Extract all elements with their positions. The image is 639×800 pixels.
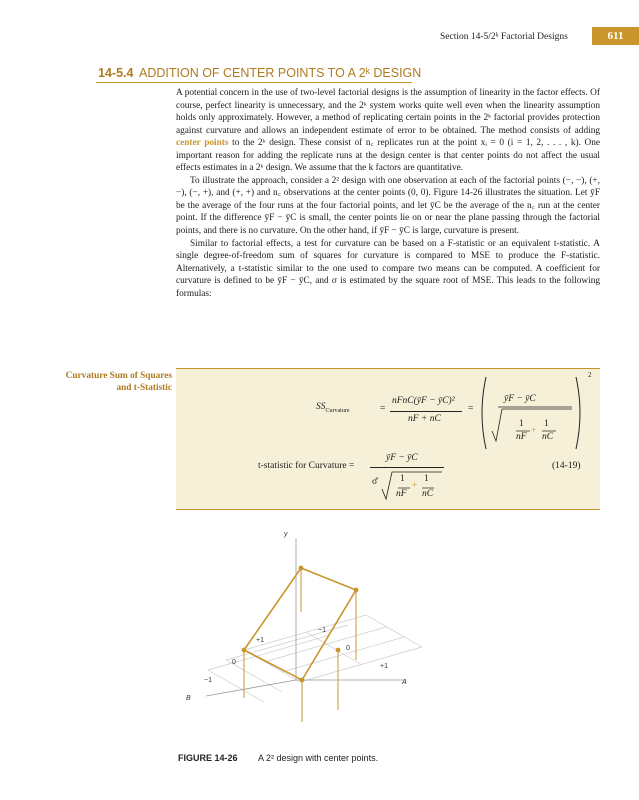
tick-b-plus: +1 <box>256 637 264 644</box>
t-numerator: ȳF − ȳC <box>386 453 418 463</box>
t-one-a: 1 <box>400 474 405 484</box>
t-plus: + <box>412 481 418 491</box>
ss-numerator: nFnC(ȳF − ȳC)² <box>392 396 455 406</box>
ss-bracket-group <box>476 371 586 455</box>
ss-equals-1: = <box>380 404 386 414</box>
section-rule <box>96 82 412 83</box>
ss-nf: nF <box>516 432 527 442</box>
section-number: 14-5.4 <box>98 66 134 80</box>
key-term: center points <box>176 138 229 149</box>
center-point <box>336 648 341 653</box>
equation-number: (14-19) <box>552 461 581 471</box>
ss-plus: + <box>531 426 537 436</box>
axis-label-y: y <box>284 531 288 538</box>
tick-b-minus: −1 <box>204 677 212 684</box>
body-text <box>176 87 600 300</box>
ss-nc: nC <box>542 432 554 442</box>
ss-one-b: 1 <box>544 419 549 429</box>
ss-square: 2 <box>588 371 592 379</box>
paragraph-1-b: to the 2ᵏ design. These consist of n꜀ replicates run at the point xᵢ = 0 (i = 1, 2, . . . , k). One important reason for adding the replicate runs at the design center is that center points do not affect the usual effects estimates in a 2ᵏ design. We assume that the k factors are quantitative. <box>176 138 601 174</box>
t-sigma-hat: σ̂ <box>372 477 378 487</box>
formula-box <box>176 368 600 510</box>
margin-label: Curvature Sum of Squares and t-Statistic <box>65 371 172 393</box>
paragraph-3: Similar to factorial effects, a test for curvature can be based on a F-statistic or an equivalent t-statistic. A single degree-of-freedom sum of squares for curvature is compared to MSE to produce the F-statistic. Alternatively, a t-statistic similar to the one used to compare two means can be computed. A coefficient for curvature is defined to be ȳF − ȳC, and σ is estimated by the square root of MSE. This leads to the following formulas: <box>176 238 600 299</box>
t-lhs: t-statistic for Curvature = <box>258 461 355 471</box>
corner-point <box>242 648 247 653</box>
axis-label-b: B <box>186 695 191 702</box>
tick-a-minus: −1 <box>318 627 326 634</box>
t-fraction-bar <box>370 467 444 468</box>
t-one-b: 1 <box>424 474 429 484</box>
ss-one-a: 1 <box>519 419 524 429</box>
figure-caption-label: FIGURE 14-26 <box>178 753 238 763</box>
t-nc: nC <box>422 489 434 499</box>
axis-label-a: A <box>402 679 407 686</box>
section-title: ADDITION OF CENTER POINTS TO A 2ᵏ DESIGN <box>139 66 422 80</box>
t-nf: nF <box>396 489 407 499</box>
paragraph-1-a: A potential concern in the use of two-level factorial designs is the assumption of linearity in the factor effects. Of course, perfect linearity is unnecessary, and the 2ᵏ system works quite well even when the linearity assumption holds only approximately. However, a method of replicating certain points in the 2ᵏ factorial provides protection against curvature and allows an independent estimate of error to be obtained. The method consists of adding <box>176 88 600 136</box>
page-number: 611 <box>592 27 639 45</box>
corner-point <box>299 566 304 571</box>
ss-fraction-bar <box>390 411 462 412</box>
ss-rhs-numerator: ȳF − ȳC <box>504 394 536 404</box>
ss-equals-2: = <box>468 404 474 414</box>
corner-point <box>354 588 359 593</box>
ss-lhs: $SS_{Curvature}$ <box>316 402 350 414</box>
paragraph-1 <box>176 87 600 175</box>
tick-b-zero: 0 <box>232 659 236 666</box>
response-plane <box>244 568 356 680</box>
tick-a-zero: 0 <box>346 645 350 652</box>
running-header: Section 14-5/2ᵏ Factorial Designs <box>440 32 568 42</box>
figure-caption-text: A 2² design with center points. <box>258 753 379 763</box>
figure-2k-design <box>176 520 476 740</box>
tick-a-plus: +1 <box>380 663 388 670</box>
paragraph-2: To illustrate the approach, consider a 2² design with one observation at each of the factorial points (−, −), (+, −), (−, +), and (+, +) and n꜀ observations at the center points (0, 0). Figure 14-26 illustrates the situation. Let ȳF be the average of the four runs at the four factorial points, and let ȳC be the average of the n꜀ run at the center point. If the difference ȳF − ȳC is small, the center points lie on or near the plane passing through the factorial points, and there is no curvature. On the other hand, if ȳF − ȳC is large, curvature is present. <box>176 175 600 237</box>
corner-point <box>300 678 305 683</box>
ss-denominator: nF + nC <box>408 414 441 424</box>
